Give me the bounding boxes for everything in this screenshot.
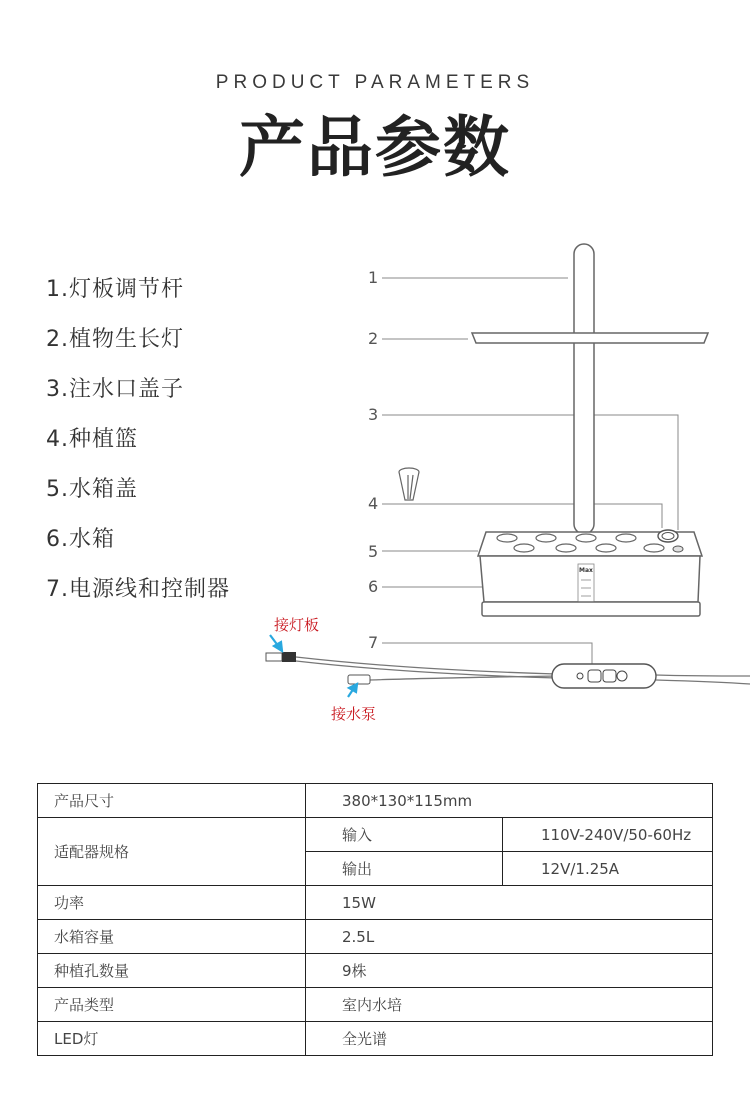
part-item-4: 4.种植篮	[46, 427, 138, 452]
parameters-table	[37, 783, 713, 1056]
callout-6: 6	[368, 577, 379, 596]
tank-base	[482, 602, 700, 616]
planting-basket	[399, 468, 419, 500]
part-item-6: 6.水箱	[46, 527, 115, 552]
param-label: 产品类型	[38, 988, 306, 1022]
table-row	[38, 954, 713, 988]
adjusting-rod	[574, 244, 594, 534]
param-label: 适配器规格	[38, 818, 306, 886]
label-light-board: 接灯板	[274, 616, 320, 634]
param-label: 产品尺寸	[38, 784, 306, 818]
part-item-5: 5.水箱盖	[46, 477, 138, 502]
param-value: 全光谱	[306, 1022, 713, 1056]
callout-1: 1	[368, 268, 379, 287]
product-diagram	[0, 230, 750, 740]
grow-light-panel	[472, 333, 708, 343]
table-row	[38, 818, 713, 852]
table-row	[38, 1022, 713, 1056]
callout-4: 4	[368, 494, 379, 513]
page-title: 产品参数	[239, 109, 511, 186]
part-item-2: 2.植物生长灯	[46, 327, 184, 352]
part-item-7: 7.电源线和控制器	[46, 577, 230, 602]
part-item-3: 3.注水口盖子	[46, 377, 184, 402]
param-label: 种植孔数量	[38, 954, 306, 988]
table-row	[38, 988, 713, 1022]
callout-5: 5	[368, 542, 379, 561]
water-level-max: Max	[579, 567, 593, 574]
part-item-1: 1.灯板调节杆	[46, 277, 184, 302]
table-row	[38, 920, 713, 954]
param-label: 水箱容量	[38, 920, 306, 954]
callout-3: 3	[368, 405, 379, 424]
param-label: LED灯	[38, 1022, 306, 1056]
table-row	[38, 784, 713, 818]
param-value: 110V-240V/50-60Hz	[503, 818, 713, 852]
param-sub-label: 输出	[306, 852, 503, 886]
param-value: 室内水培	[306, 988, 713, 1022]
param-sub-label: 输入	[306, 818, 503, 852]
section-subtitle: PRODUCT PARAMETERS	[215, 72, 535, 93]
param-label: 功率	[38, 886, 306, 920]
light-board-plug	[266, 652, 296, 662]
param-value: 2.5L	[306, 920, 713, 954]
water-pump-plug	[348, 675, 370, 684]
callout-2: 2	[368, 329, 379, 348]
arrow-icon	[270, 635, 282, 651]
fill-port-cap	[658, 530, 678, 542]
param-value: 12V/1.25A	[503, 852, 713, 886]
label-water-pump: 接水泵	[331, 705, 377, 723]
callout-7: 7	[368, 633, 379, 652]
param-value: 9株	[306, 954, 713, 988]
param-value: 15W	[306, 886, 713, 920]
arrow-icon	[348, 684, 357, 697]
param-value: 380*130*115mm	[306, 784, 713, 818]
table-row	[38, 886, 713, 920]
